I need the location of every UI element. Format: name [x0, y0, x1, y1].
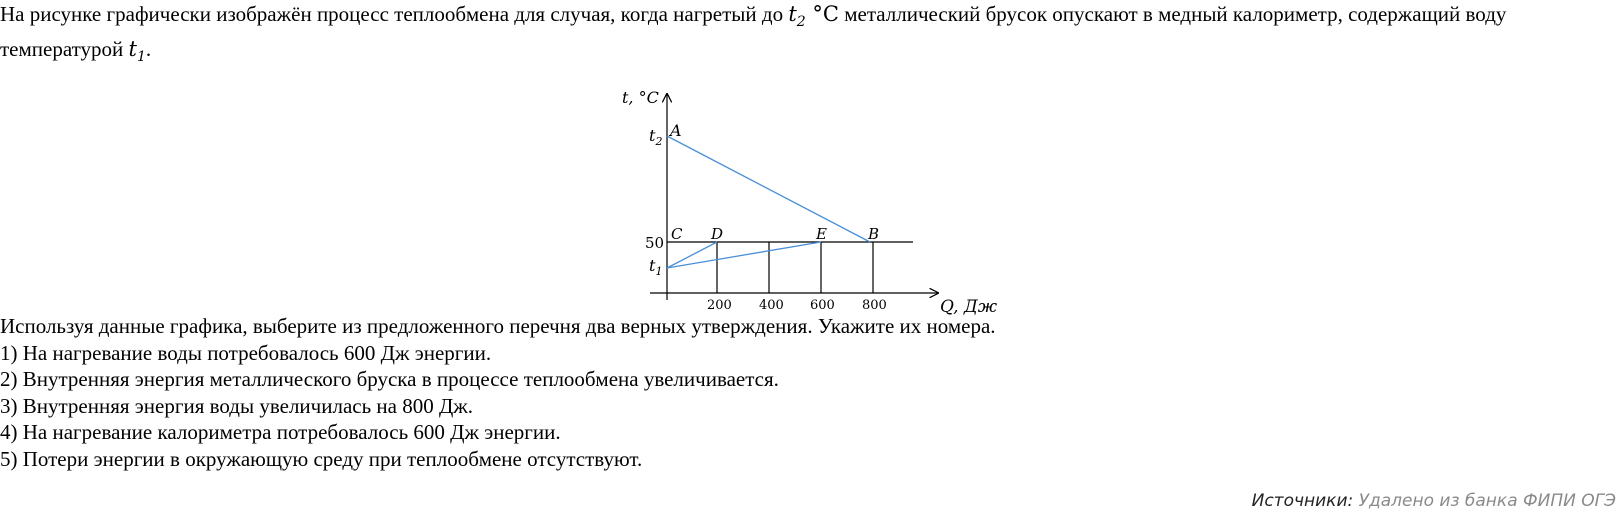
t2-variable: $t_2$ [788, 2, 806, 31]
point-label-C: C [671, 225, 683, 243]
answer-option-5: 5) Потери энергии в окружающую среду при теплообмене отсутствуют. [0, 446, 643, 471]
source-value[interactable]: Удалено из банка ФИПИ ОГЭ [1358, 491, 1616, 511]
answer-option-1: 1) На нагревание воды потребовалось 600 Дж энергии. [0, 340, 492, 365]
y-axis-label: t, °C [622, 88, 659, 107]
t1-variable: $t_1$ [128, 37, 146, 66]
x-tick-400: 400 [759, 298, 784, 313]
answer-option-3: 3) Внутренняя энергия воды увеличилась на 800 Дж. [0, 393, 474, 418]
point-label-D: D [711, 225, 724, 243]
x-axis-label: Q, Дж [940, 297, 998, 317]
answer-option-2: 2) Внутренняя энергия металлического бруска в процессе теплообмена увеличивается. [0, 367, 779, 391]
source-label: Источники: [1251, 491, 1354, 511]
intro-text-end: . [145, 37, 152, 62]
y-tick-t2: $t_2$ [649, 126, 663, 148]
intro-text-part1: На рисунке графически изображён процесс теплообмена для случая, когда нагретый до [0, 2, 789, 26]
question-prompt: Используя данные графика, выберите из предложенного перечня два верных утверждения. Укажите их номера. [0, 314, 996, 338]
x-tick-200: 200 [707, 298, 732, 313]
intro-text-part2: металлический брусок опускают в медный калориметр, содержащий воду температурой [0, 2, 1507, 62]
y-tick-t1: $t_1$ [649, 256, 663, 278]
x-tick-600: 600 [810, 298, 835, 313]
line-AB-metal-cooling [667, 136, 870, 242]
question-block [0, 313, 1610, 472]
t2-unit: °C [805, 2, 839, 26]
point-label-B: B [868, 225, 880, 243]
point-label-A: A [670, 121, 682, 140]
x-tick-800: 800 [862, 298, 887, 313]
point-label-E: E [816, 225, 827, 243]
source-attribution [1252, 491, 1616, 511]
answer-option-4: 4) На нагревание калориметра потребовалось 600 Дж энергии. [0, 420, 561, 444]
line-t1-E-water [667, 242, 821, 268]
y-tick-50: 50 [645, 234, 665, 252]
